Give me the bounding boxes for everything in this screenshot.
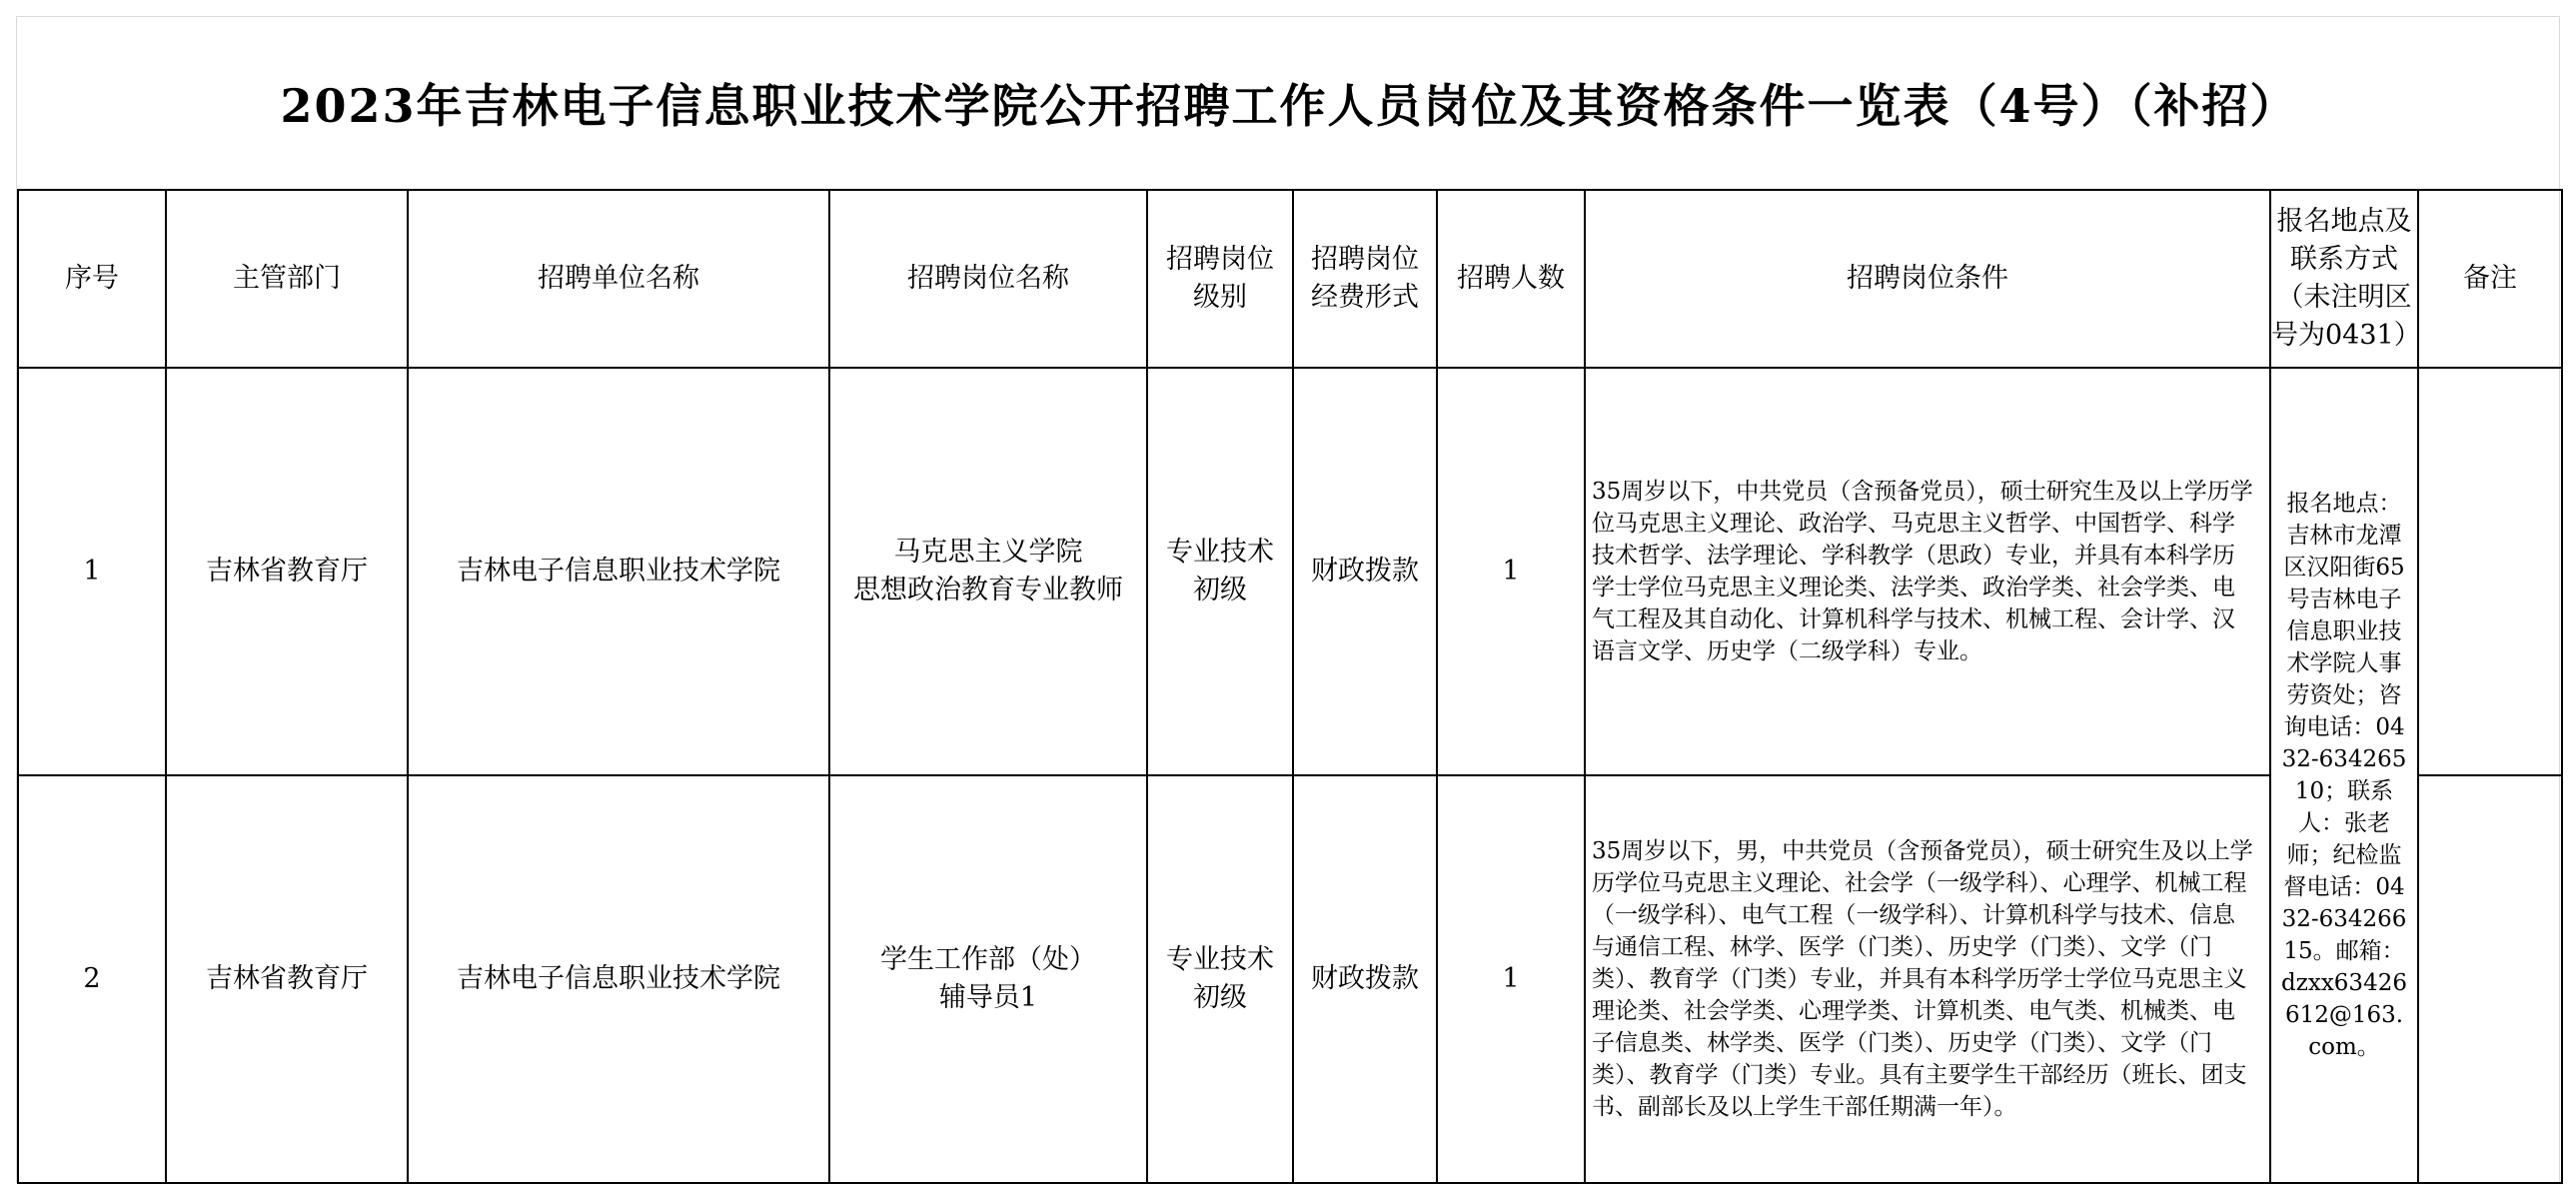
header-level-line2: 级别 (1193, 282, 1247, 313)
cell-seq: 2 (18, 775, 166, 1183)
header-level-line1: 招聘岗位 (1166, 244, 1274, 275)
cell-dept: 吉林省教育厅 (166, 775, 408, 1183)
cell-count: 1 (1437, 775, 1585, 1183)
header-funding (1293, 190, 1437, 368)
table-row (18, 775, 2562, 1183)
level-line2: 初级 (1193, 982, 1247, 1013)
post-line1: 学生工作部（处） (880, 944, 1096, 975)
cell-post (829, 775, 1147, 1183)
header-remarks: 备注 (2418, 190, 2562, 368)
cell-level (1147, 368, 1293, 775)
cell-conditions (1585, 775, 2270, 1183)
header-funding-line1: 招聘岗位 (1311, 244, 1419, 275)
table-row (18, 368, 2562, 775)
conditions-text: 35周岁以下，中共党员（含预备党员），硕士研究生及以上学历学位马克思主义理论、政治学、马克思主义哲学、中国哲学、科学技术哲学、法学理论、学科教学（思政）专业，并具有本科学历学士学位马克思主义理论类、法学类、政治学类、社会学类、电气工程及其自动化、计算机科学与技术、机械工程、会计学、汉语言文学、历史学（二级学科）专业。 (1592, 479, 2253, 664)
post-line2: 辅导员1 (938, 982, 1038, 1013)
cell-contact: 报名地点：吉林市龙潭区汉阳街65号吉林电子信息职业技术学院人事劳资处；咨询电话：0432-63426510；联系人：张老师；纪检监督电话：0432-63426615。邮箱：dzxx63426612@163.com。 (2270, 368, 2418, 1183)
header-contact: 报名地点及联系方式（未注明区号为0431） (2270, 190, 2418, 368)
cell-dept: 吉林省教育厅 (166, 368, 408, 775)
header-level (1147, 190, 1293, 368)
level-line1: 专业技术 (1166, 537, 1274, 568)
page-title: 2023年吉林电子信息职业技术学院公开招聘工作人员岗位及其资格条件一览表（4号）（补招） (280, 79, 2298, 133)
header-dept: 主管部门 (166, 190, 408, 368)
cell-funding: 财政拨款 (1293, 368, 1437, 775)
header-unit: 招聘单位名称 (408, 190, 829, 368)
cell-funding: 财政拨款 (1293, 775, 1437, 1183)
cell-post (829, 368, 1147, 775)
post-line2: 思想政治教育专业教师 (853, 575, 1123, 605)
recruitment-table (17, 189, 2563, 1184)
post-line1: 马克思主义学院 (893, 537, 1083, 568)
header-conditions: 招聘岗位条件 (1585, 190, 2270, 368)
header-post: 招聘岗位名称 (829, 190, 1147, 368)
cell-remarks (2418, 368, 2562, 775)
level-line2: 初级 (1193, 575, 1247, 605)
spreadsheet-page (16, 16, 2560, 1183)
cell-remarks (2418, 775, 2562, 1183)
header-seq: 序号 (18, 190, 166, 368)
cell-conditions (1585, 368, 2270, 775)
cell-seq: 1 (18, 368, 166, 775)
header-count: 招聘人数 (1437, 190, 1585, 368)
cell-unit: 吉林电子信息职业技术学院 (408, 368, 829, 775)
conditions-text: 35周岁以下，男，中共党员（含预备党员），硕士研究生及以上学历学位马克思主义理论、社会学（一级学科）、心理学、机械工程（一级学科）、电气工程（一级学科）、计算机科学与技术、信息与通信工程、林学、医学（门类）、历史学（门类）、文学（门类）、教育学（门类）专业，并具有本科学历学士学位马克思主义理论类、社会学类、心理学类、计算机类、电气类、机械类、电子信息类、林学类、医学（门类）、历史学（门类）、文学（门类）、教育学（门类）专业。具有主要学生干部经历（班长、团支书、副部长及以上学生干部任期满一年）。 (1592, 838, 2253, 1120)
cell-level (1147, 775, 1293, 1183)
header-funding-line2: 经费形式 (1311, 282, 1419, 313)
cell-unit: 吉林电子信息职业技术学院 (408, 775, 829, 1183)
level-line1: 专业技术 (1166, 944, 1274, 975)
header-row (18, 190, 2562, 368)
cell-count: 1 (1437, 368, 1585, 775)
